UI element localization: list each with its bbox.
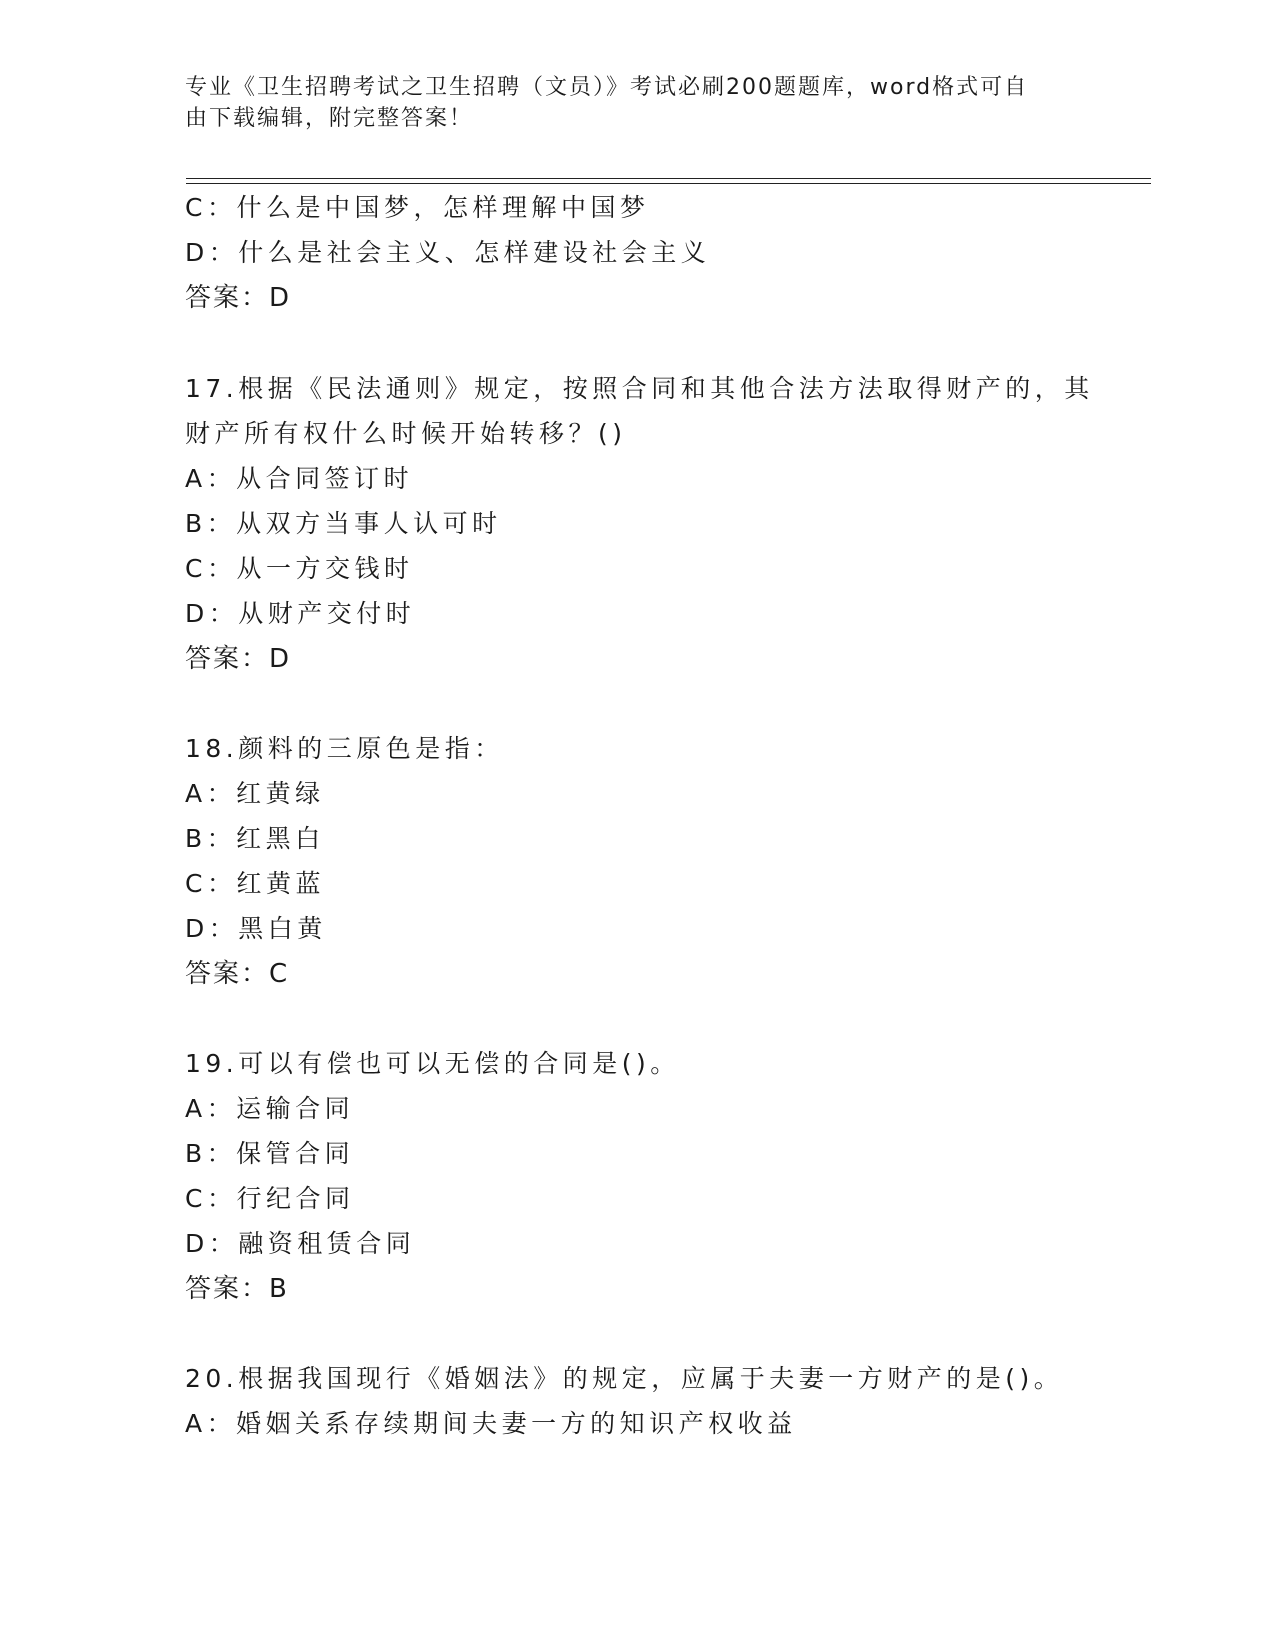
q17-stem-line-1: 17.根据《民法通则》规定，按照合同和其他合法方法取得财产的，其: [185, 374, 1094, 403]
q19-option-d: D：融资租赁合同: [185, 1229, 416, 1258]
q18-option-b: B：红黑白: [185, 824, 325, 853]
q18-stem: 18.颜料的三原色是指：: [185, 734, 504, 763]
header-divider-top: [186, 178, 1151, 179]
q19-option-c: C：行纪合同: [185, 1184, 355, 1213]
prev-option-c: C：什么是中国梦，怎样理解中国梦: [185, 193, 650, 222]
header-line-1: 专业《卫生招聘考试之卫生招聘（文员）》考试必刷200题题库，word格式可自: [185, 75, 1029, 100]
q17-option-a: A：从合同签订时: [185, 464, 414, 493]
q17-option-b: B：从双方当事人认可时: [185, 509, 502, 538]
document-header: [185, 72, 1065, 134]
q18-answer: 答案：C: [185, 959, 290, 989]
q17-option-c: C：从一方交钱时: [185, 554, 414, 583]
q19-answer: 答案：B: [185, 1274, 289, 1304]
q20-stem: 20.根据我国现行《婚姻法》的规定，应属于夫妻一方财产的是()。: [185, 1364, 1064, 1393]
prev-option-d: D：什么是社会主义、怎样建设社会主义: [185, 238, 711, 267]
q19-option-a: A：运输合同: [185, 1094, 355, 1123]
q17-answer: 答案：D: [185, 644, 292, 674]
q19-option-b: B：保管合同: [185, 1139, 355, 1168]
header-line-2: 由下载编辑，附完整答案！: [185, 106, 474, 131]
q17-stem-line-2: 财产所有权什么时候开始转移？(): [185, 419, 627, 448]
q20-option-a: A：婚姻关系存续期间夫妻一方的知识产权收益: [185, 1409, 797, 1438]
prev-answer: 答案：D: [185, 283, 292, 313]
q19-stem: 19.可以有偿也可以无偿的合同是()。: [185, 1049, 680, 1078]
header-divider-bottom: [186, 183, 1151, 184]
q18-option-d: D：黑白黄: [185, 914, 327, 943]
q17-option-d: D：从财产交付时: [185, 599, 416, 628]
q18-option-c: C：红黄蓝: [185, 869, 325, 898]
q18-option-a: A：红黄绿: [185, 779, 325, 808]
